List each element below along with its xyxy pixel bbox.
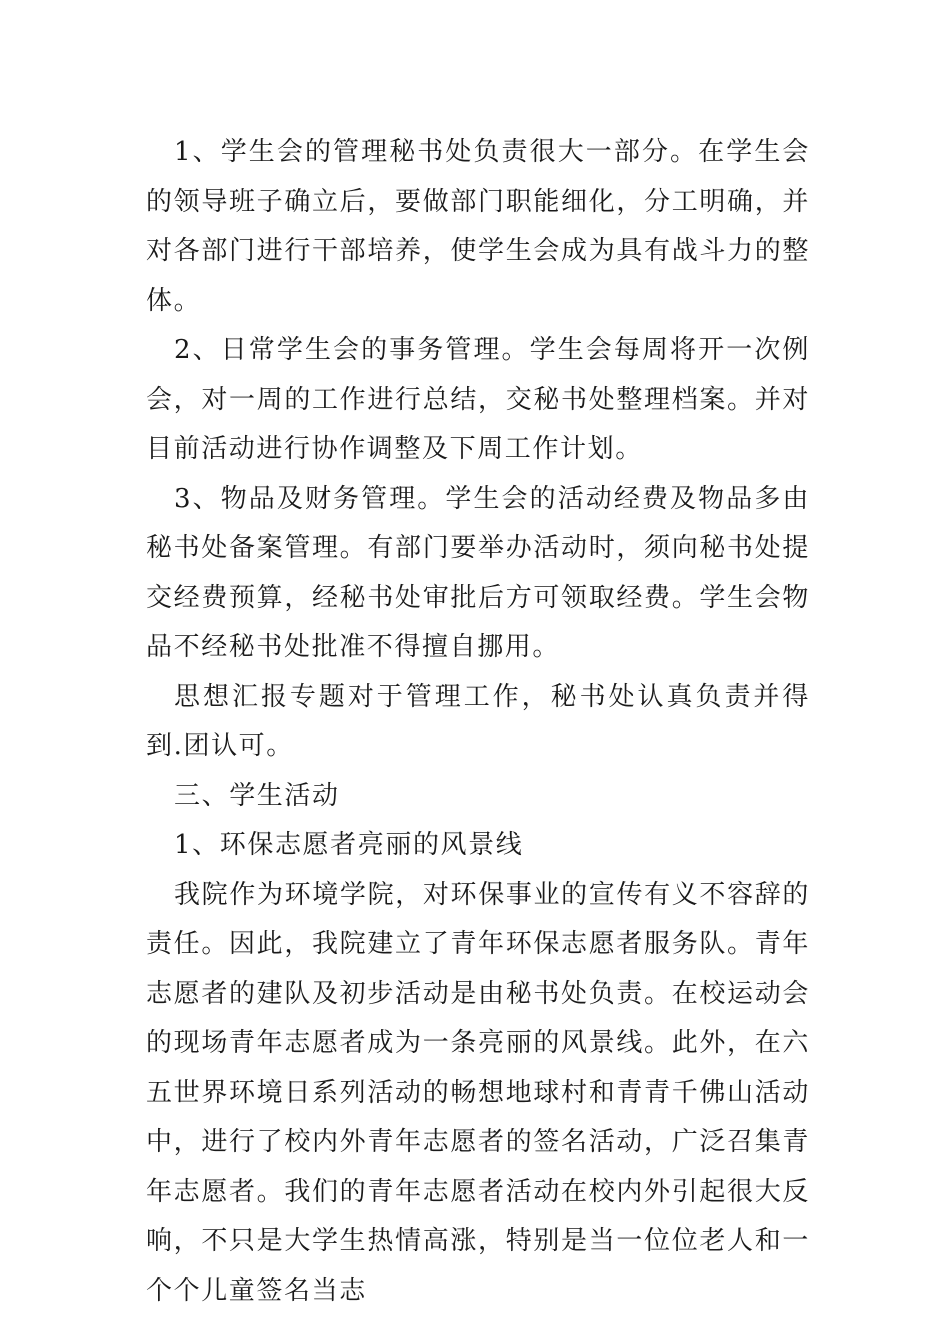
document-body (146, 128, 810, 1316)
paragraph-daily-affairs: 2、日常学生会的事务管理。学生会每周将开一次例会，对一周的工作进行总结，交秘书处整理档案。并对目前活动进行协作调整及下周工作计划。 (146, 335, 810, 464)
section-heading-student-activities: 三、学生活动 (174, 780, 340, 811)
subheading-volunteers: 1、环保志愿者亮丽的风景线 (174, 830, 524, 860)
paragraph-goods-finance: 3、物品及财务管理。学生会的活动经费及物品多由秘书处备案管理。有部门要举办活动时，须向秘书处提交经费预算，经秘书处审批后方可领取经费。学生会物品不经秘书处批准不得擅自挪用。 (146, 483, 810, 662)
paragraph-recognition: 思想汇报专题对于管理工作，秘书处认真负责并得到.团认可。 (146, 681, 810, 761)
paragraph-volunteer-team: 我院作为环境学院，对环保事业的宣传有义不容辞的责任。因此，我院建立了青年环保志愿者服务队。青年志愿者的建队及初步活动是由秘书处负责。在校运动会的现场青年志愿者成为一条亮丽的风景线。此外，在六五世界环境日系列活动的畅想地球村和青青千佛山活动中，进行了校内外青年志愿者的签名活动，广泛召集青年志愿者。我们的青年志愿者活动在校内外引起很大反响，不只是大学生热情高涨，特别是当一位位老人和一个个儿童签名当志 (146, 879, 810, 1306)
paragraph-secretariat-management: 1、学生会的管理秘书处负责很大一部分。在学生会的领导班子确立后，要做部门职能细化，分工明确，并对各部门进行干部培养，使学生会成为具有战斗力的整体。 (146, 137, 810, 316)
